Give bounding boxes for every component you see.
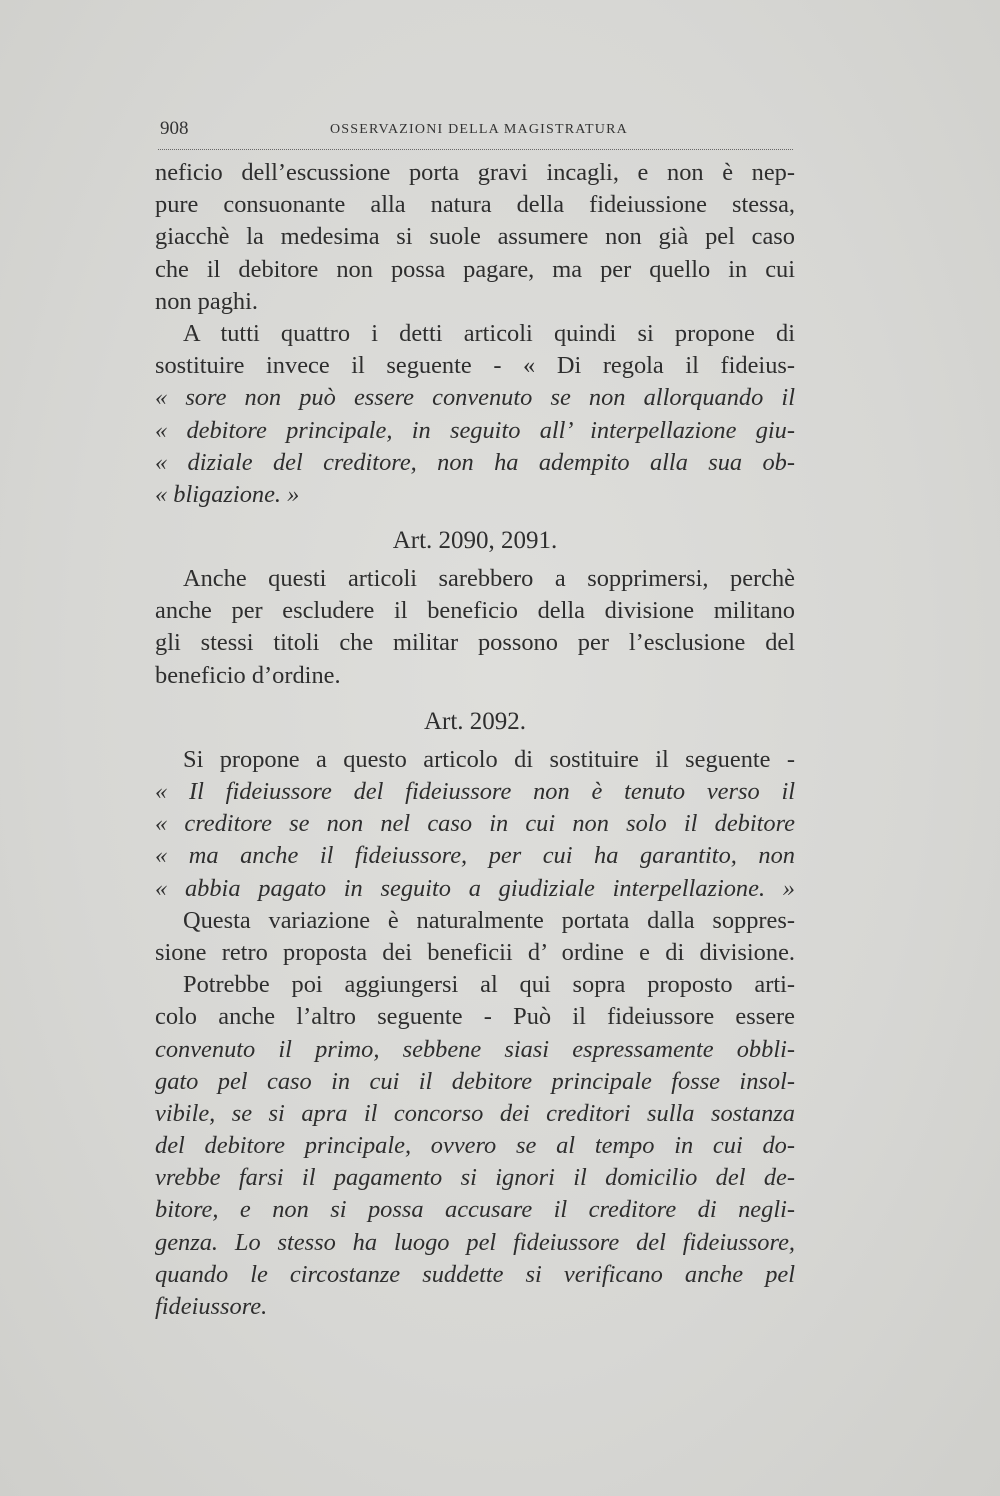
text-line: gli stessi titoli che militar possono per l’esclusione del — [155, 629, 795, 657]
page-header — [160, 118, 792, 148]
text-line: « bligazione. » — [155, 480, 300, 508]
section-art-2090-text — [155, 563, 795, 692]
text-line: vrebbe farsi il pagamento si ignori il domicilio del de- — [155, 1164, 795, 1192]
text-line: genza. Lo stesso ha luogo pel fideiussore del fideiussore, — [155, 1228, 795, 1256]
text-line: sostituire invece il seguente - « Di regola il fideius- — [155, 352, 795, 380]
page-number: 908 — [160, 118, 189, 139]
text-line: « ma anche il fideiussore, per cui ha garantito, non — [155, 842, 795, 870]
text-line: Anche questi articoli sarebbero a sopprimersi, perchè — [183, 565, 795, 593]
heading-art-2090-2091: Art. 2090, 2091. — [392, 527, 558, 555]
text-line: del debitore principale, ovvero se al tempo in cui do- — [155, 1132, 795, 1160]
text-line: non paghi. — [155, 287, 258, 315]
text-line: Potrebbe poi aggiungersi al qui sopra proposto arti- — [183, 971, 795, 999]
text-line: pure consuonante alla natura della fideiussione stessa, — [155, 191, 795, 219]
text-line: fideiussore. — [155, 1293, 268, 1320]
text-line: « debitore principale, in seguito all’ interpellazione giu- — [155, 416, 795, 444]
text-line: anche per escludere il beneficio della divisione militano — [155, 597, 795, 625]
text-line: « creditore se non nel caso in cui non solo il debitore — [155, 810, 795, 838]
text-line: Si propone a questo articolo di sostituire il seguente - — [183, 745, 795, 773]
body-text — [155, 157, 795, 1323]
text-line: « diziale del creditore, non ha adempito alla sua ob- — [155, 448, 795, 476]
intro-paragraphs — [155, 157, 795, 511]
heading-art-2092: Art. 2092. — [423, 707, 527, 735]
text-line: « Il fideiussore del fideiussore non è tenuto verso il — [155, 778, 795, 805]
text-line: bitore, e non si possa accusare il creditore di negli- — [155, 1196, 795, 1224]
running-head: OSSERVAZIONI DELLA MAGISTRATURA — [330, 122, 628, 137]
text-line: beneficio d’ordine. — [155, 661, 341, 689]
header-rule — [158, 149, 793, 150]
text-line: neficio dell’escussione porta gravi incagli, e non è nep- — [155, 159, 795, 186]
text-line: colo anche l’altro seguente - Può il fideiussore essere — [155, 1003, 795, 1031]
text-line: vibile, se si apra il concorso dei creditori sulla sostanza — [155, 1099, 795, 1127]
text-line: Questa variazione è naturalmente portata dalla soppres- — [183, 906, 795, 934]
text-line: sione retro proposta dei beneficii d’ ordine e di divisione. — [155, 938, 795, 966]
text-line: A tutti quattro i detti articoli quindi si propone di — [183, 319, 795, 347]
text-line: che il debitore non possa pagare, ma per quello in cui — [155, 255, 795, 283]
text-line: convenuto il primo, sebbene siasi espressamente obbli- — [155, 1035, 795, 1063]
text-line: giacchè la medesima si suole assumere non già pel caso — [155, 223, 795, 251]
text-line: « sore non può essere convenuto se non allorquando il — [155, 384, 795, 412]
section-art-2092-text — [155, 744, 795, 1323]
text-line: quando le circostanze suddette si verificano anche pel — [155, 1260, 795, 1288]
text-line: « abbia pagato in seguito a giudiziale interpellazione. » — [155, 874, 795, 902]
text-line: gato pel caso in cui il debitore principale fosse insol- — [155, 1067, 795, 1095]
